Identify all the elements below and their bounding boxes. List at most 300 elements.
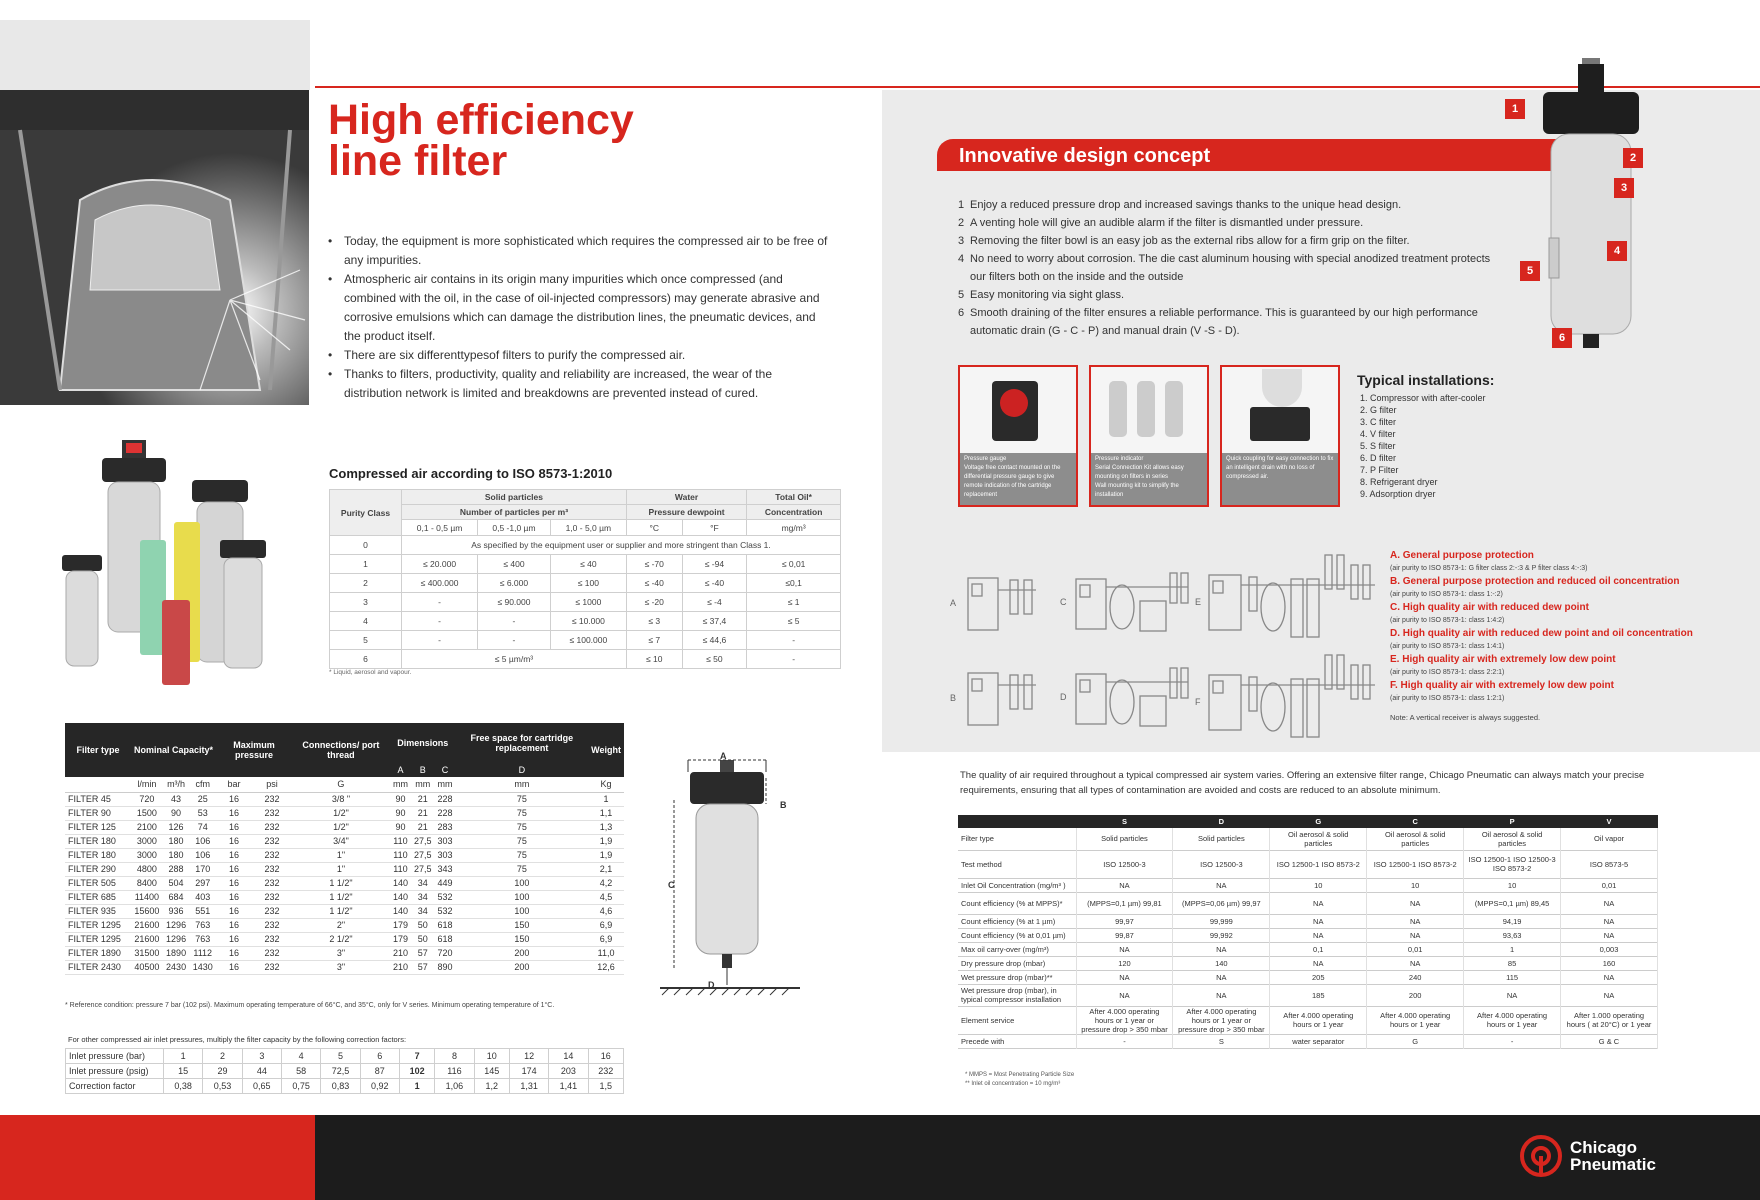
table-cell: 8 — [435, 1049, 474, 1064]
table-cell: 343 — [437, 864, 453, 874]
table-cell: ≤ 1000 — [550, 593, 626, 612]
table-cell: 50 — [417, 920, 428, 930]
table-row — [65, 820, 624, 834]
table-cell: 16 — [229, 822, 240, 832]
table-row — [958, 850, 1658, 878]
table-cell: 174 — [509, 1064, 548, 1079]
table-cell: 12,6 — [597, 962, 615, 972]
table-cell: 0,01 — [1367, 942, 1464, 956]
callout-3: 3 — [1614, 178, 1634, 198]
table-cell: 684 — [168, 892, 184, 902]
table-row — [65, 946, 624, 960]
table-cell: 1" — [336, 864, 346, 874]
correction-table — [65, 1048, 624, 1094]
table-cell: 15600 — [134, 906, 160, 916]
typical-item: 3. C filter — [1360, 417, 1397, 427]
innov-item: 2 A venting hole will give an audible alarm if the filter is dismantled under pressure. — [958, 217, 1364, 229]
table-cell: FILTER 180 — [68, 850, 116, 860]
table-cell: 618 — [437, 920, 453, 930]
table-cell: - — [478, 631, 551, 650]
filters-product-image — [62, 440, 282, 685]
table-cell: 11,0 — [597, 948, 615, 958]
table-cell: 106 — [195, 850, 211, 860]
table-cell: 232 — [264, 892, 280, 902]
table-cell: Oil aerosol & solid particles — [1464, 828, 1561, 850]
table-row — [958, 942, 1658, 956]
installation-diagram-c — [1060, 565, 1190, 645]
table-cell: ≤ 5 µm/m³ — [402, 650, 627, 669]
table-cell: 16 — [229, 962, 240, 972]
table-cell: 200 — [514, 948, 530, 958]
page-title: High efficiency line filter — [328, 96, 634, 185]
brand-logo — [1520, 1135, 1656, 1177]
table-cell: 0,38 — [164, 1079, 203, 1094]
filter-table-note: * Reference condition: pressure 7 bar (102 psi). Maximum operating temperature of 66°C, and 35°C, only for V series. Minimum operating temperature of 1°C. — [65, 1002, 555, 1009]
table-cell: 34 — [417, 906, 428, 916]
table-row — [65, 918, 624, 932]
correction-intro: For other compressed air inlet pressures, multiply the filter capacity by the following correction factors: — [68, 1035, 407, 1044]
table-cell: 16 — [229, 808, 240, 818]
table-row — [330, 555, 841, 574]
table-cell: NA — [1173, 970, 1270, 984]
table-cell: Oil aerosol & solid particles — [1270, 828, 1367, 850]
table-cell: 1,9 — [599, 850, 613, 860]
table-cell: ≤ -40 — [626, 574, 682, 593]
callout-6: 6 — [1552, 328, 1572, 348]
table-cell: D — [1218, 817, 1225, 826]
innov-item: 6 Smooth draining of the filter ensures a reliable performance. This is guaranteed by our high performance automatic drain (G - C - P) and manual drain (V -S - D). — [958, 307, 1478, 337]
table-cell: 1,2 — [474, 1079, 509, 1094]
table-row — [958, 1006, 1658, 1034]
table-cell: 180 — [168, 850, 184, 860]
table-cell: ISO 12500-1 ISO 8573-2 — [1367, 850, 1464, 878]
dim-label-a: A — [720, 751, 727, 761]
table-cell: 40500 — [134, 962, 160, 972]
table-cell: 303 — [437, 836, 453, 846]
table-cell: 0,65 — [242, 1079, 281, 1094]
table-cell: ≤ 100 — [550, 574, 626, 593]
table-cell: Free space for cartridge replacement — [470, 733, 574, 753]
table-cell: ≤ 100.000 — [550, 631, 626, 650]
table-cell: NA — [1561, 928, 1658, 942]
dimension-drawing — [660, 750, 800, 1005]
table-cell: 150 — [514, 920, 530, 930]
table-cell: NA — [1076, 942, 1173, 956]
table-cell: 0,003 — [1561, 942, 1658, 956]
table-row — [65, 848, 624, 862]
table-cell: 102 — [399, 1064, 434, 1079]
table-cell: Solid particles — [1076, 828, 1173, 850]
table-cell: A — [397, 765, 404, 775]
table-cell: Water — [626, 490, 746, 505]
table-cell: G & C — [1561, 1034, 1658, 1048]
typical-title: Typical installations: — [1357, 372, 1495, 388]
table-cell: 75 — [516, 822, 527, 832]
table-row — [958, 956, 1658, 970]
table-cell: 232 — [588, 1064, 623, 1079]
table-cell: Dry pressure drop (mbar) — [958, 956, 1076, 970]
table-cell: 0,83 — [321, 1079, 360, 1094]
filter-hero-image — [1535, 58, 1645, 348]
installation-diagram-f — [1195, 645, 1380, 750]
table-cell: 0,92 — [360, 1079, 399, 1094]
table-cell: 0,01 — [1561, 878, 1658, 892]
table-cell: cfm — [195, 779, 210, 790]
diagram-letter: B — [950, 693, 957, 703]
table-cell: 2 — [203, 1049, 242, 1064]
table-cell: G — [1315, 817, 1322, 826]
table-cell: 0,75 — [281, 1079, 320, 1094]
table-cell: G — [337, 779, 345, 790]
table-cell: 140 — [392, 892, 408, 902]
table-cell: S — [1121, 817, 1127, 826]
table-cell: 232 — [264, 836, 280, 846]
table-cell: 232 — [264, 962, 280, 972]
typical-item: 8. Refrigerant dryer — [1360, 477, 1438, 487]
table-row — [958, 815, 1658, 828]
table-cell: NA — [1270, 914, 1367, 928]
table-cell: 232 — [264, 948, 280, 958]
table-cell: 1,5 — [588, 1079, 623, 1094]
table-cell: Precede with — [958, 1034, 1076, 1048]
table-cell: 6 — [330, 650, 402, 669]
table-cell: 2100 — [136, 822, 157, 832]
table-cell: 16 — [229, 836, 240, 846]
table-cell: - — [747, 631, 841, 650]
table-cell: 90 — [395, 808, 406, 818]
brand-line2: Pneumatic — [1570, 1155, 1656, 1174]
table-row — [958, 892, 1658, 914]
table-cell: G — [1367, 1034, 1464, 1048]
table-cell: 6,9 — [599, 934, 613, 944]
table-cell: 99,999 — [1173, 914, 1270, 928]
table-cell: ≤ 44,6 — [682, 631, 747, 650]
table-cell: 140 — [392, 906, 408, 916]
table-cell: 1430 — [192, 962, 213, 972]
installation-diagram-a — [950, 570, 1045, 640]
table-cell: 150 — [514, 934, 530, 944]
table-cell: 21 — [417, 794, 428, 804]
table-cell: FILTER 290 — [68, 864, 116, 874]
quality-intro: The quality of air required throughout a typical compressed air system varies. Offering an extensive filter range, Chicago Pneumatic can always match your precise requirements, ensuring that all types of contamination are avoided and costs are reduced to an absolute minimum. — [960, 770, 1645, 796]
table-cell: 7 — [399, 1049, 434, 1064]
table-cell: 232 — [264, 934, 280, 944]
table-cell: Maximum pressure — [233, 740, 275, 760]
table-cell: (MPPS=0,1 µm) 89,45 — [1464, 892, 1561, 914]
table-cell: mm — [437, 779, 453, 790]
table-cell: 110 — [393, 850, 408, 860]
table-cell: 185 — [1270, 984, 1367, 1006]
table-cell: NA — [1561, 984, 1658, 1006]
feature-photo — [1222, 367, 1338, 453]
table-cell: 72,5 — [321, 1064, 360, 1079]
legend-item: E. High quality air with extremely low dew point (air purity to ISO 8573-1: class 2:2:1) — [1390, 654, 1616, 676]
table-cell: 16 — [229, 920, 240, 930]
callout-1: 1 — [1505, 99, 1525, 119]
table-row — [65, 777, 624, 792]
table-cell: 21 — [417, 808, 428, 818]
table-cell: 99,97 — [1076, 914, 1173, 928]
filter-spec-table — [65, 723, 624, 975]
table-cell: ≤ -20 — [626, 593, 682, 612]
table-cell: Inlet pressure (bar) — [66, 1049, 164, 1064]
table-cell: FILTER 45 — [68, 794, 111, 804]
table-cell: 57 — [417, 962, 428, 972]
table-cell: Weight — [591, 745, 621, 755]
table-cell: 99,87 — [1076, 928, 1173, 942]
table-cell: 75 — [516, 808, 527, 818]
table-cell: After 1.000 operating hours ( at 20°C) or 1 year — [1561, 1006, 1658, 1034]
table-cell: 1112 — [193, 948, 213, 958]
table-cell: 21 — [417, 822, 428, 832]
table-cell: P — [1509, 817, 1515, 826]
table-cell: NA — [1076, 878, 1173, 892]
filter-grade-table — [958, 815, 1658, 1049]
table-cell: 160 — [1561, 956, 1658, 970]
table-cell: 27,5 — [413, 836, 432, 846]
table-cell: 0,5 -1,0 µm — [478, 520, 551, 536]
table-cell: 1,31 — [509, 1079, 548, 1094]
table-cell: 110 — [393, 836, 408, 846]
table-cell: Max oil carry-over (mg/m³) — [958, 942, 1076, 956]
table-cell: 1 1/2" — [329, 878, 353, 888]
table-cell: 720 — [437, 948, 453, 958]
table-cell: - — [1464, 1034, 1561, 1048]
table-cell: NA — [1367, 914, 1464, 928]
table-cell: FILTER 90 — [68, 808, 111, 818]
table-cell: FILTER 685 — [68, 892, 116, 902]
table-cell: 283 — [437, 822, 453, 832]
table-row — [330, 650, 841, 669]
table-cell: NA — [1367, 928, 1464, 942]
table-cell: ≤ 10.000 — [550, 612, 626, 631]
table-cell: FILTER 180 — [68, 836, 116, 846]
intro-bullet: • There are six differenttypesof filters to purify the compressed air. — [328, 346, 833, 365]
installation-diagram-b — [950, 665, 1045, 735]
legend-item: A. General purpose protection (air purity to ISO 8573-1: G filter class 2:-:3 & P filter class 4:-:3) — [1390, 550, 1588, 572]
table-cell: 29 — [203, 1064, 242, 1079]
table-cell: 4 — [330, 612, 402, 631]
table-cell: Concentration — [747, 505, 841, 520]
typical-item: 7. P Filter — [1360, 465, 1399, 475]
table-cell: NA — [1270, 956, 1367, 970]
feature-card — [1089, 365, 1209, 507]
table-cell: 936 — [168, 906, 184, 916]
table-cell: Correction factor — [66, 1079, 164, 1094]
table-cell: 1 — [330, 555, 402, 574]
table-cell: 74 — [197, 822, 208, 832]
table-cell: 15 — [164, 1064, 203, 1079]
table-row — [65, 723, 624, 763]
legend-item: B. General purpose protection and reduced oil concentration (air purity to ISO 8573-1: class 1:-:2) — [1390, 576, 1680, 598]
table-cell: 12 — [509, 1049, 548, 1064]
table-cell: 1,1 — [599, 808, 613, 818]
iso-table-title: Compressed air according to ISO 8573-1:2010 — [329, 466, 613, 481]
table-cell: 4 — [281, 1049, 320, 1064]
table-cell: NA — [1076, 970, 1173, 984]
table-cell: 2,1 — [599, 864, 613, 874]
table-cell: ≤ 5 — [747, 612, 841, 631]
table-cell: 94,19 — [1464, 914, 1561, 928]
diagram-letter: C — [1060, 597, 1067, 607]
table-cell: ≤ 50 — [682, 650, 747, 669]
table-cell: NA — [1173, 984, 1270, 1006]
table-cell: NA — [1367, 956, 1464, 970]
table-cell: As specified by the equipment user or supplier and more stringent than Class 1. — [402, 536, 841, 555]
table-cell: 232 — [264, 864, 280, 874]
innov-list — [958, 196, 1493, 340]
table-cell: 126 — [168, 822, 184, 832]
table-cell: FILTER 125 — [68, 822, 116, 832]
table-cell: °F — [682, 520, 747, 536]
innov-item: 5 Easy monitoring via sight glass. — [958, 289, 1125, 301]
table-cell: (MPPS=0,06 µm) 99,97 — [1173, 892, 1270, 914]
table-row — [65, 876, 624, 890]
table-cell: NA — [1561, 970, 1658, 984]
table-row — [330, 536, 841, 555]
table-row — [66, 1049, 624, 1064]
table-cell: ≤ 400 — [478, 555, 551, 574]
innov-banner — [937, 139, 1557, 171]
table-cell: 21600 — [134, 920, 160, 930]
table-cell: 449 — [437, 878, 453, 888]
table-cell: After 4.000 operating hours or 1 year — [1270, 1006, 1367, 1034]
table-row — [66, 1064, 624, 1079]
table-cell: NA — [1464, 984, 1561, 1006]
table-cell: 5 — [330, 631, 402, 650]
table-cell: Test method — [958, 850, 1076, 878]
table-cell: Oil vapor — [1561, 828, 1658, 850]
table-cell: (MPPS=0,1 µm) 99,81 — [1076, 892, 1173, 914]
table-cell: 1,0 - 5,0 µm — [550, 520, 626, 536]
table-cell: After 4.000 operating hours or 1 year — [1464, 1006, 1561, 1034]
table-cell: 1 1/2" — [329, 892, 353, 902]
table-row — [958, 914, 1658, 928]
table-cell: ≤ 37,4 — [682, 612, 747, 631]
table-cell: 4,6 — [599, 906, 613, 916]
table-cell: 0,53 — [203, 1079, 242, 1094]
table-cell: ≤ 3 — [626, 612, 682, 631]
table-cell: Solid particles — [1173, 828, 1270, 850]
table-cell: NA — [1561, 914, 1658, 928]
table-row — [65, 932, 624, 946]
typical-item: 9. Adsorption dryer — [1360, 489, 1436, 499]
table-cell: Element service — [958, 1006, 1076, 1034]
table-cell: 303 — [437, 850, 453, 860]
table-cell: 232 — [264, 878, 280, 888]
feature-photo — [960, 367, 1076, 453]
table-row — [65, 834, 624, 848]
table-cell: 210 — [392, 962, 408, 972]
table-cell: 297 — [195, 878, 211, 888]
table-cell: 16 — [229, 934, 240, 944]
table-cell: 1296 — [166, 920, 187, 930]
table-cell: 179 — [392, 920, 408, 930]
table-cell: 58 — [281, 1064, 320, 1079]
footer-red — [0, 1115, 315, 1200]
table-cell: - — [747, 650, 841, 669]
table-cell: 75 — [516, 850, 527, 860]
table-cell: Nominal Capacity* — [134, 745, 214, 755]
table-cell: 0,1 — [1270, 942, 1367, 956]
table-cell: FILTER 935 — [68, 906, 116, 916]
table-cell: 16 — [229, 850, 240, 860]
feature-line: Voltage free contact mounted on the differential pressure gauge to give remote indication of the cartridge replacement — [964, 465, 1061, 498]
table-cell: ISO 12500-3 — [1173, 850, 1270, 878]
table-row — [65, 904, 624, 918]
table-cell: 100 — [514, 906, 530, 916]
table-cell: Wet pressure drop (mbar)** — [958, 970, 1076, 984]
table-cell: 170 — [195, 864, 211, 874]
table-cell: m³/h — [167, 779, 186, 790]
spec-notes: * MMPS = Most Penetrating Particle Size ** Inlet oil concentration = 10 mg/m³ — [965, 1072, 1075, 1087]
table-cell: mm — [514, 779, 530, 790]
table-cell: FILTER 2430 — [68, 962, 121, 972]
table-cell: ≤ -94 — [682, 555, 747, 574]
legend-item: C. High quality air with reduced dew point (air purity to ISO 8573-1: class 1:4:2) — [1390, 602, 1589, 624]
table-cell: 763 — [195, 920, 211, 930]
table-cell: 3 — [242, 1049, 281, 1064]
table-row — [958, 928, 1658, 942]
table-cell: ≤ 0,01 — [747, 555, 841, 574]
table-cell: Count efficiency (% at MPPS)* — [958, 892, 1076, 914]
table-cell: 200 — [514, 962, 530, 972]
table-cell: 10 — [1270, 878, 1367, 892]
table-cell: l/min — [137, 779, 157, 790]
table-cell: 0 — [330, 536, 402, 555]
table-cell: NA — [1270, 928, 1367, 942]
table-cell: 1296 — [166, 934, 187, 944]
table-cell: NA — [1076, 984, 1173, 1006]
typical-item: 1. Compressor with after-cooler — [1360, 393, 1486, 403]
feature-line: Pressure gauge — [964, 456, 1007, 462]
table-cell: 1500 — [136, 808, 157, 818]
table-cell: 2" — [336, 920, 346, 930]
table-cell: 5 — [321, 1049, 360, 1064]
table-cell: 10 — [474, 1049, 509, 1064]
table-cell: ≤ -70 — [626, 555, 682, 574]
table-cell: NA — [1173, 878, 1270, 892]
table-cell: 3/4" — [333, 836, 349, 846]
table-row — [65, 960, 624, 974]
table-cell: 504 — [168, 878, 184, 888]
table-cell: Filter type — [958, 828, 1076, 850]
table-cell: ≤ 90.000 — [478, 593, 551, 612]
table-cell: 618 — [437, 934, 453, 944]
table-cell: 44 — [242, 1064, 281, 1079]
table-cell: 2 — [330, 574, 402, 593]
table-cell: 145 — [474, 1064, 509, 1079]
table-cell: NA — [1561, 892, 1658, 914]
iso-table — [329, 489, 841, 669]
table-cell: 16 — [229, 892, 240, 902]
table-cell: 87 — [360, 1064, 399, 1079]
table-cell: NA — [1270, 892, 1367, 914]
table-cell: 120 — [1076, 956, 1173, 970]
table-cell: Connections/ port thread — [302, 740, 380, 760]
table-cell: 228 — [437, 808, 453, 818]
table-cell: 11400 — [134, 892, 160, 902]
table-cell: 1,9 — [599, 836, 613, 846]
typical-item: 4. V filter — [1360, 429, 1396, 439]
table-cell: 532 — [437, 892, 453, 902]
table-cell: psi — [266, 779, 278, 790]
corner-panel — [0, 20, 310, 90]
table-cell: 116 — [435, 1064, 474, 1079]
table-row — [66, 1079, 624, 1094]
innov-item: 3 Removing the filter bowl is an easy job as the external ribs allow for a firm grip on the filter. — [958, 235, 1410, 247]
table-cell: Inlet pressure (psig) — [66, 1064, 164, 1079]
